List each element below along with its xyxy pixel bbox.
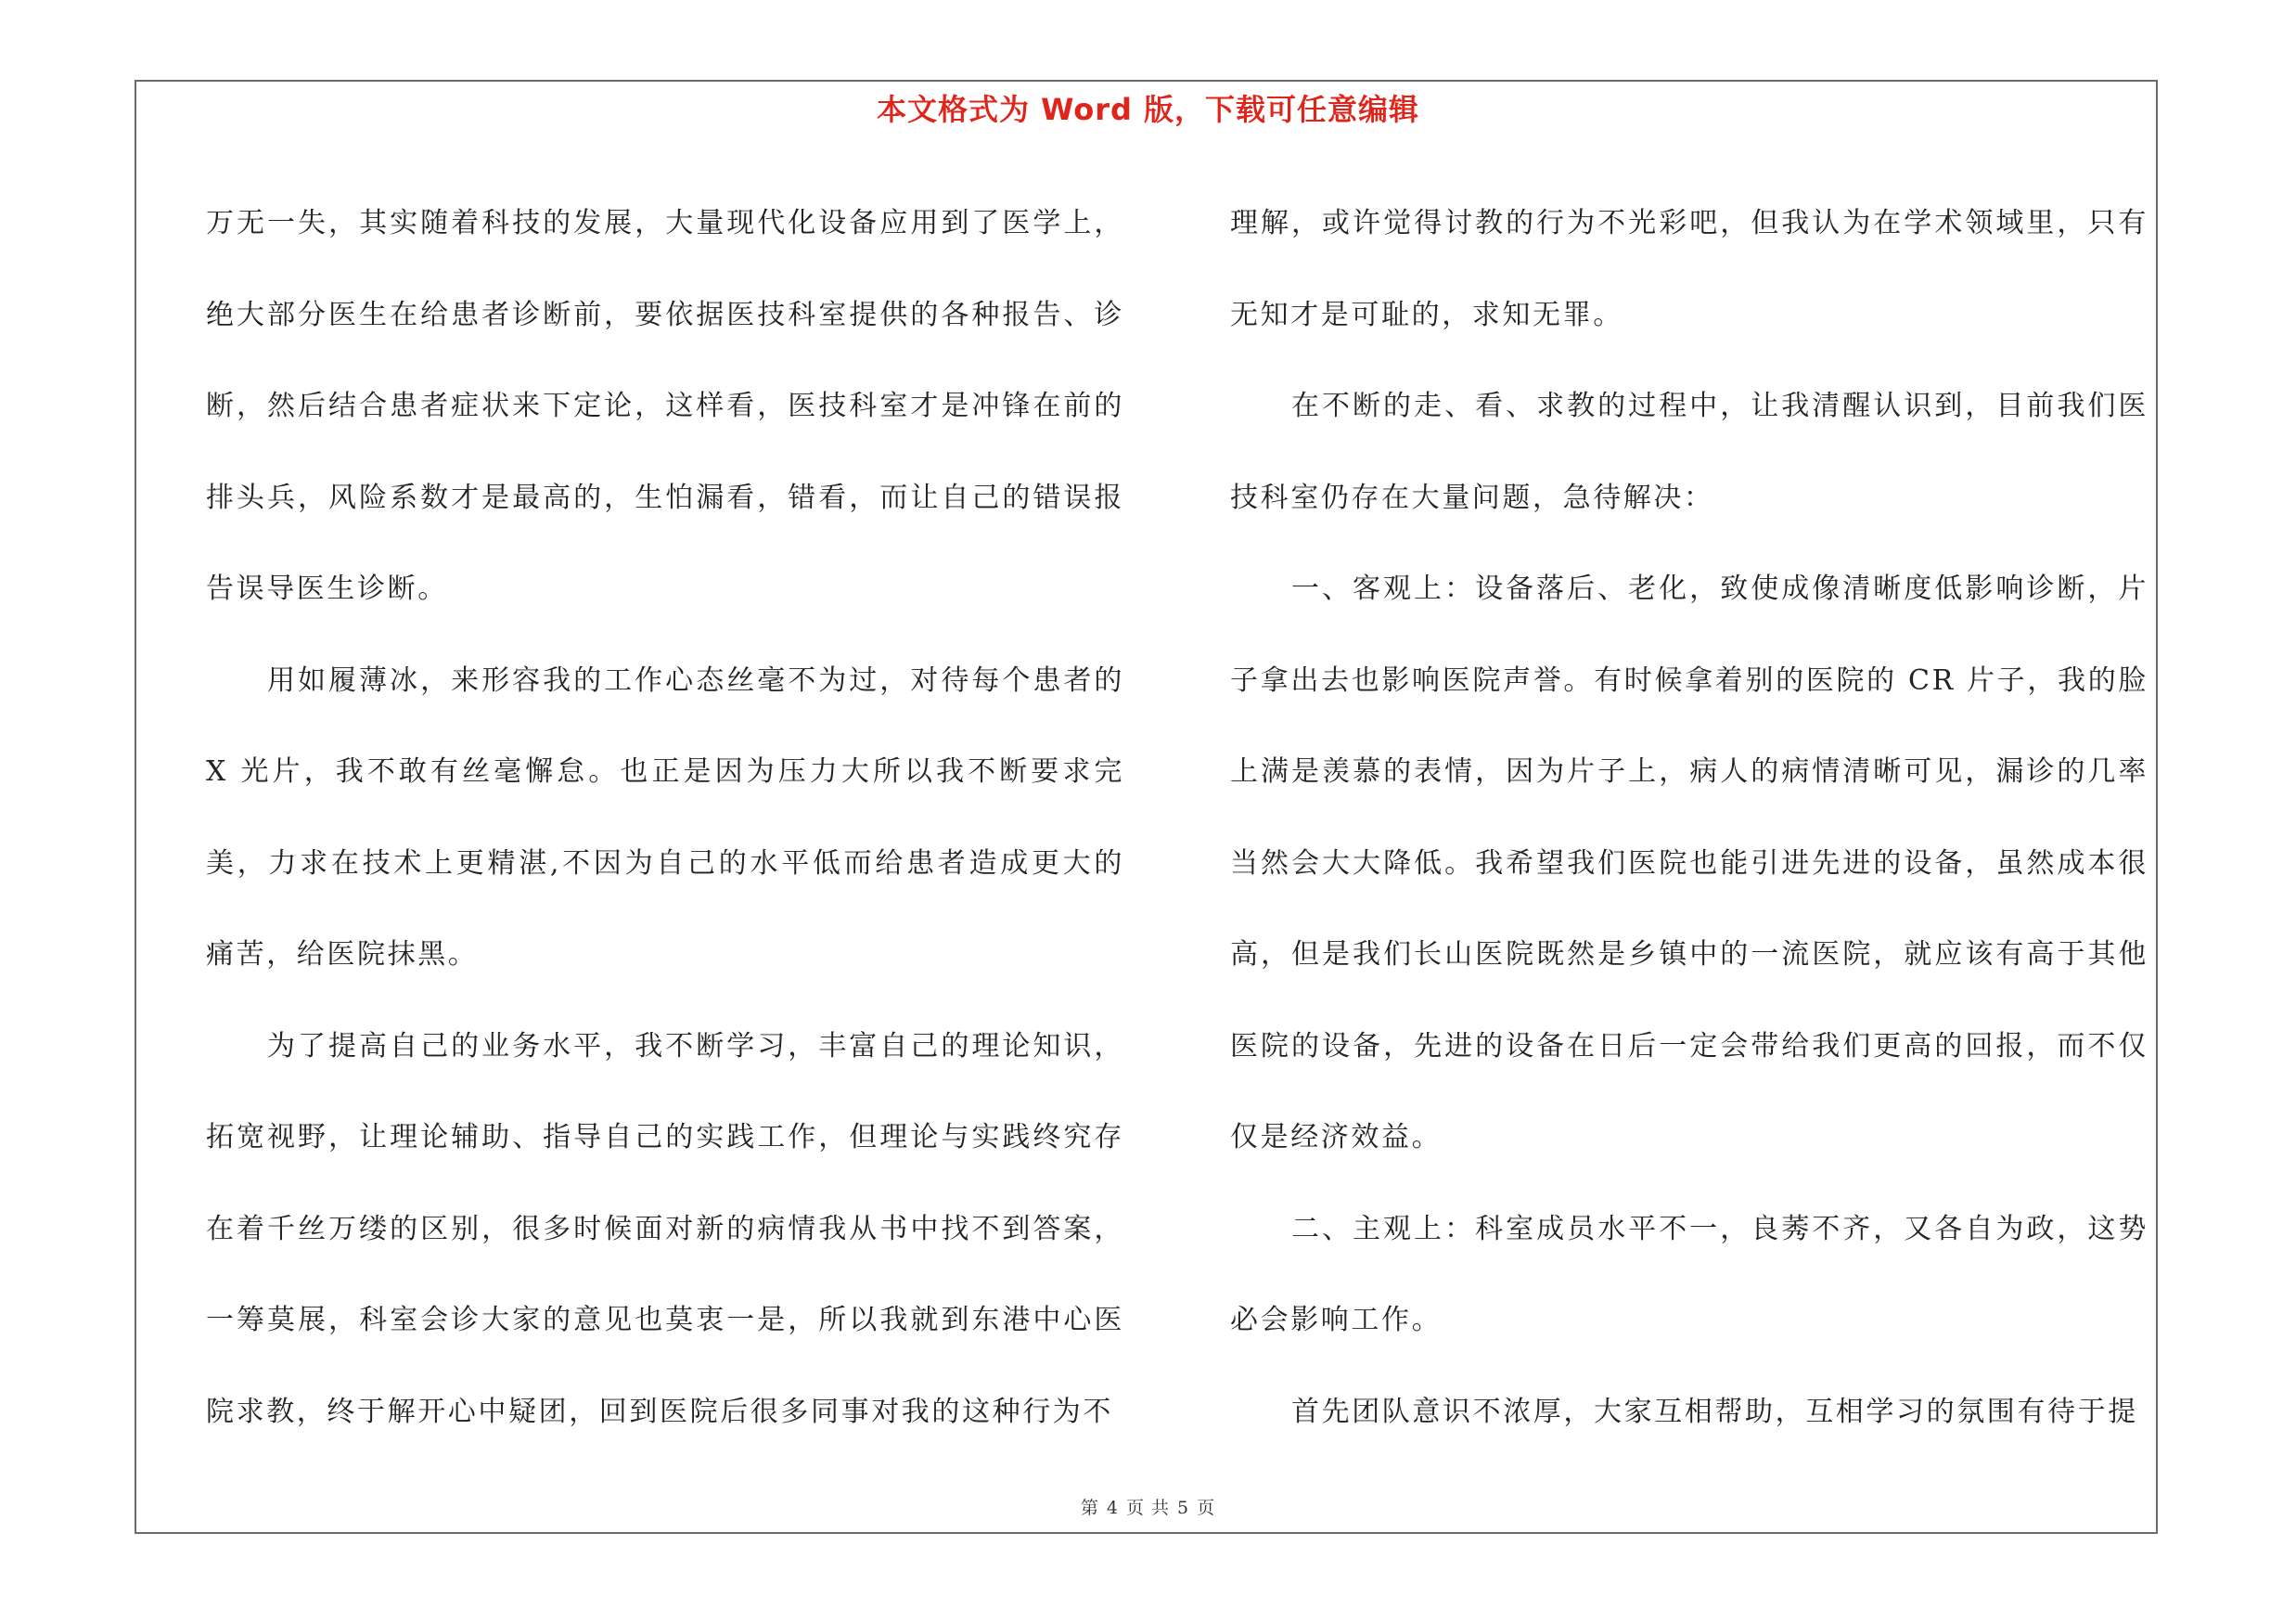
page-label-suffix: 页 — [1197, 1498, 1216, 1518]
page-label-prefix: 第 — [1080, 1498, 1099, 1518]
paragraph: 在不断的走、看、求教的过程中，让我清醒认识到，目前我们医技科室仍存在大量问题，急待解决： — [1230, 390, 2148, 514]
page-label-mid: 页 共 — [1125, 1498, 1171, 1518]
total-pages-number: 5 — [1177, 1498, 1190, 1518]
paragraph: 首先团队意识不浓厚，大家互相帮助，互相学习的氛围有待于提 — [1291, 1395, 2138, 1428]
paragraph-continuation: 万无一失，其实随着科技的发展，大量现代化设备应用到了医学上，绝大部分医生在给患者诊断前，要依据医技科室提供的各种报告、诊断，然后结合患者症状来下定论，这样看，医技科室才是冲锋在前的排头兵，风险系数才是最高的，生怕漏看，错看，而让自己的错误报告误导医生诊断。 — [206, 207, 1124, 605]
editable-format-notice: 本文格式为 Word 版，下载可任意编辑 — [876, 92, 1420, 127]
page-number-footer — [0, 1496, 2296, 1520]
current-page-number: 4 — [1106, 1498, 1119, 1518]
paragraph: 用如履薄冰，来形容我的工作心态丝毫不为过，对待每个患者的 X 光片，我不敢有丝毫懈怠。也正是因为压力大所以我不断要求完美，力求在技术上更精湛,不因为自己的水平低而给患者造成更大的痛苦，给医院抹黑。 — [206, 663, 1124, 971]
paragraph-continuation: 理解，或许觉得讨教的行为不光彩吧，但我认为在学术领域里，只有无知才是可耻的，求知无罪。 — [1230, 207, 2148, 331]
paragraph: 一、客观上：设备落后、老化，致使成像清晰度低影响诊断，片子拿出去也影响医院声誉。有时候拿着别的医院的 CR 片子，我的脸上满是羡慕的表情，因为片子上，病人的病情清晰可见，漏诊的几率当然会大大降低。我希望我们医院也能引进先进的设备，虽然成本很高，但是我们长山医院既然是乡镇中的一流医院，就应该有高于其他医院的设备，先进的设备在日后一定会带给我们更高的回报，而不仅仅是经济效益。 — [1230, 573, 2148, 1153]
paragraph: 二、主观上：科室成员水平不一，良莠不齐，又各自为政，这势必会影响工作。 — [1230, 1212, 2148, 1336]
left-text-column — [206, 178, 1124, 1458]
paragraph: 为了提高自己的业务水平，我不断学习，丰富自己的理论知识，拓宽视野，让理论辅助、指导自己的实践工作，但理论与实践终究存在着千丝万缕的区别，很多时候面对新的病情我从书中找不到答案，一筹莫展，科室会诊大家的意见也莫衷一是，所以我就到东港中心医院求教，终于解开心中疑团，回到医院后很多同事对我的这种行为不 — [206, 1029, 1124, 1428]
right-text-column — [1230, 178, 2148, 1458]
